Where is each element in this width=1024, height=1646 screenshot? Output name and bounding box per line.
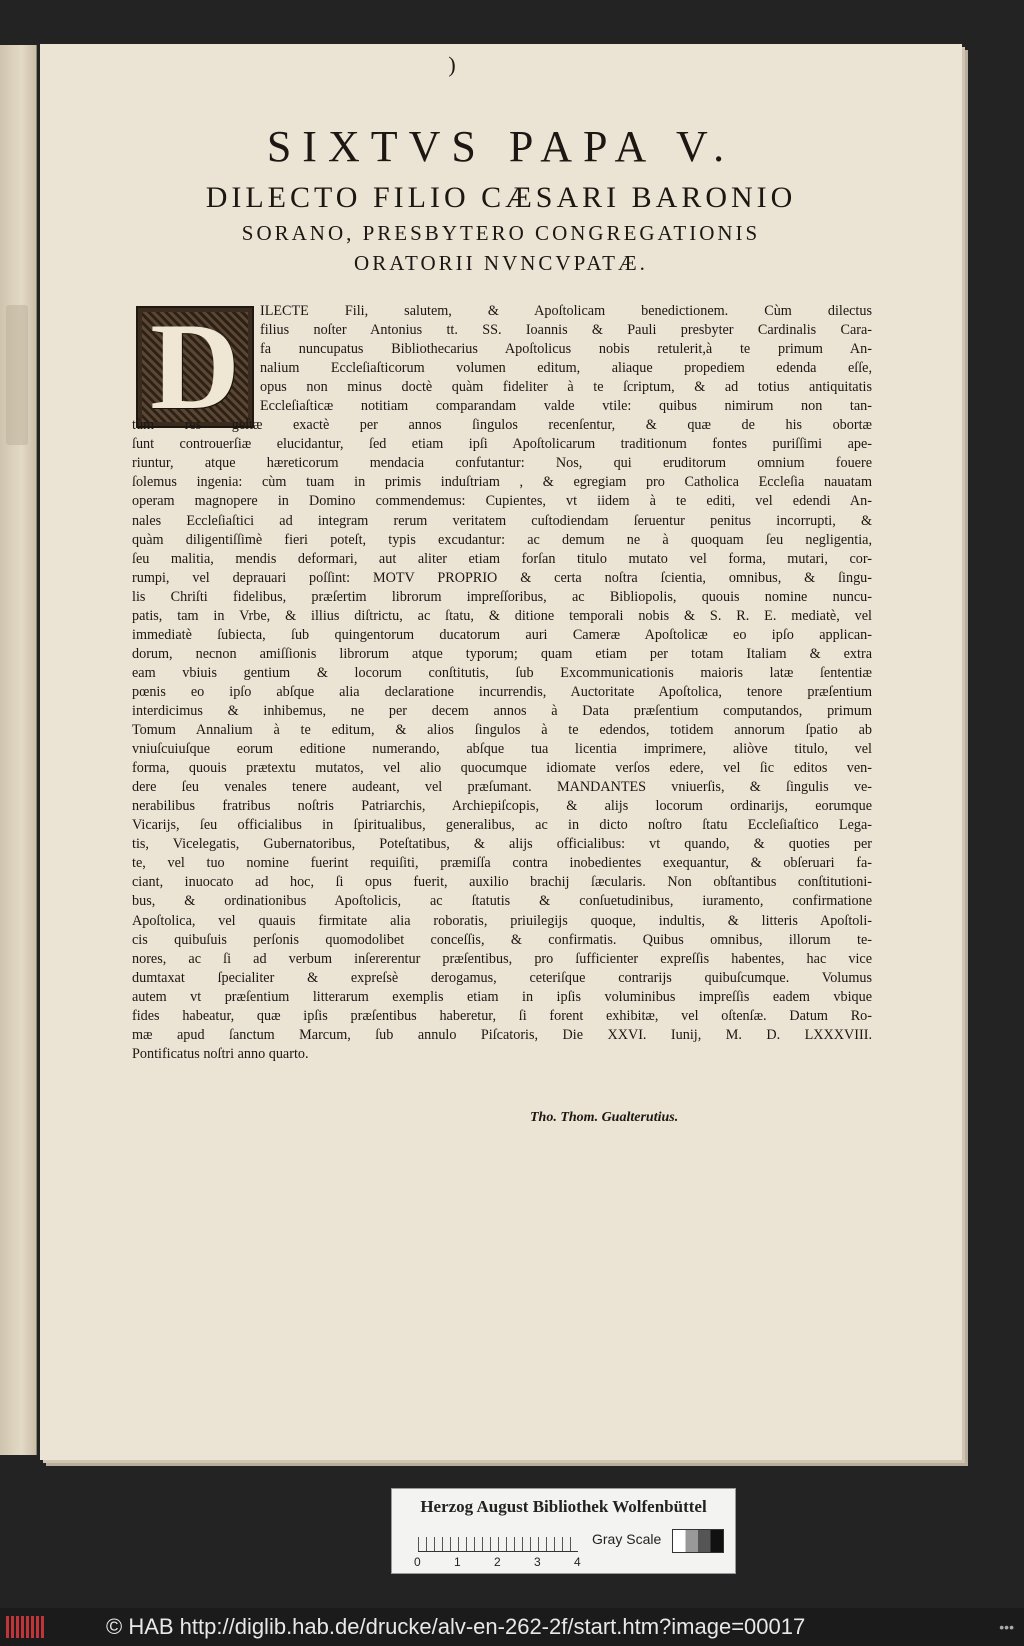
text-line: pœnis eo ipſo abſque alia declaratione incurrendis, Auctoritate Apoſtolica, tenore præſentium <box>132 683 872 700</box>
text-line: ſunt controuerſiæ elucidantur, ſed etiam ipſi Apoſtolicarum traditionum fontes puriſſimi ape- <box>132 436 872 453</box>
library-name: Herzog August Bibliothek Wolfenbüttel <box>420 1497 707 1516</box>
ruler-numbers <box>414 1555 614 1569</box>
more-icon[interactable]: ••• <box>999 1619 1014 1635</box>
text-line: fa nuncupatus Bibliothecarius Apoſtolicus nobis retulerit,à te primum An- <box>260 341 872 358</box>
footer-bar <box>0 1608 1024 1646</box>
facing-page-edge <box>0 45 37 1455</box>
text-line: nalium Eccleſiaſticorum volumen editum, aliaque propediem edenda eſſe, <box>260 360 872 377</box>
text-line: cis quibuſuis perſonis quomodolibet conceſſis, & confirmatis. Quibus omnibus, illorum te- <box>132 931 872 948</box>
text-line: Vicarijs, ſeu officialibus in ſpiritualibus, generalibus, ac in dicto noſtro ſtatu Eccleſiaſtico Lega- <box>132 817 872 834</box>
ruler-number: 2 <box>494 1555 501 1569</box>
text-line: vniuſcuiuſque eorum editione numerando, abſque tua licentia imprimere, aliòve titulo, vel <box>132 741 872 758</box>
ruler-scale <box>418 1529 578 1552</box>
title-line-3: SORANO, PRESBYTERO CONGREGATIONIS <box>241 221 761 245</box>
text-line: patis, tam in Vrbe, & illius diſtrictu, ac ſtatu, & ditione temporali nobis & S. R. E. mediatè, vel <box>132 607 872 624</box>
text-line: quàm diligentiſſimè fieri poteſt, typis excudantur: ac demum ne à quoquam ſeu negligentia, <box>132 531 872 548</box>
signature: Tho. Thom. Gualterutius. <box>530 1110 679 1125</box>
page-mark: ) <box>448 52 456 77</box>
text-line: Apoſtolica, vel quauis firmitate alia roboratis, priuilegijs quoque, indultis, & litteris Apoſtoli- <box>132 912 872 929</box>
text-line: nores, ac ſi ad verbum inſererentur præſentibus, pro ſufficienter expreſſis habentes, hac vice <box>132 950 872 967</box>
text-line: dere ſeu venales tenere audeant, vel præſumant. MANDANTES vniuerſis, & ſingulis ve- <box>132 779 872 796</box>
text-line: riuntur, atque hæreticorum mendacia confutantur: Nos, qui eruditorum omnium fouere <box>132 455 872 472</box>
text-line: autem vt præſentium litterarum exemplis etiam in ipſis voluminibus impreſſis eadem vbique <box>132 988 872 1005</box>
text-line: dorum, necnon amiſſionis librorum atque typorum; quam etiam per totam Italiam & extra <box>132 645 872 662</box>
text-line: interdicimus & inhibemus, ne per decem annos à Data præſentium computandos, primum <box>132 702 872 719</box>
text-line: tis, Vicelegatis, Gubernatoribus, Poteſtatibus, & alijs officialibus: vt quando, & quoties per <box>132 836 872 853</box>
color-calibration-bar <box>391 1488 736 1574</box>
text-line: ciant, inuocato ad hoc, ſi opus fuerit, auxilio brachij ſæcularis. Non obſtantibus conſtitutioni- <box>132 874 872 891</box>
gray-scale-swatch <box>672 1529 724 1553</box>
source-url-credit[interactable]: © HAB http://diglib.hab.de/drucke/alv-en-262-2f/start.htm?image=00017 <box>106 1614 806 1639</box>
title-line-1: SIXTVS PAPA V. <box>266 122 736 171</box>
text-line: ſolemus ingenia: cùm tuam in primis induſtriam , & egregiam pro Catholica Eccleſia nauatam <box>132 474 872 491</box>
text-line: Pontificatus noſtri anno quarto. <box>132 1045 309 1062</box>
text-line: Tomum Annalium à te editum, & alios ſingulos à te edendos, totidem annorum ſpatio ab <box>132 722 872 739</box>
text-line: tùm res geſtæ exactè per annos ſingulos recenſentur, & quæ de his obortæ <box>132 417 872 434</box>
initial-letter: D <box>150 306 240 428</box>
title-line-2: DILECTO FILIO CÆSARI BARONIO <box>205 181 797 214</box>
text-line: lis Chriſti fidelibus, præſertim librorum impreſſoribus, ac Bibliopolis, quouis nomine nuncu- <box>132 588 872 605</box>
text-line: nales Eccleſiaſtici ad integram rerum veritatem cuſtodiendam ſeruentur penitus incorrupti, & <box>132 512 872 529</box>
text-line: operam magnopere in Domino commendemus: Cupientes, vt iidem à te editi, vel edendi An- <box>132 493 872 510</box>
ruler-number: 3 <box>534 1555 541 1569</box>
text-line: nerabilibus fratribus noſtris Patriarchis, Archiepiſcopis, & alijs locorum ordinarijs, eorumque <box>132 798 872 815</box>
text-line: Eccleſiaſticæ notitiam comparandam valde vtile: quibus nimirum non tan- <box>260 398 872 415</box>
text-line: immediatè ſubiecta, ſub quingentorum ducatorum auri Cameræ Apoſtolicæ eo ipſo applican- <box>132 626 872 643</box>
ruler-number: 1 <box>454 1555 461 1569</box>
title-block <box>40 122 962 278</box>
letter-body <box>132 302 872 1064</box>
text-line: filius noſter Antonius tt. SS. Ioannis & Pauli presbyter Cardinalis Cara- <box>260 322 872 339</box>
title-line-4: ORATORII NVNCVPATÆ. <box>354 251 648 275</box>
text-line: opus non minus doctè quàm fideliter à te ſcriptum, & ad totius antiquitatis <box>260 379 872 396</box>
text-line: eam vbiuis gentium & locorum conſtitutis, ſub Excommunicationis maioris latæ ſententiæ <box>132 664 872 681</box>
ruler-number: 4 <box>574 1555 581 1569</box>
page-edge-shadow <box>6 305 28 445</box>
document-page <box>40 44 962 1460</box>
text-line: ſeu malitia, mendis deformari, aut aliter etiam forſan titulo mutato vel forma, mutari, cor- <box>132 550 872 567</box>
ruler-number: 0 <box>414 1555 421 1569</box>
text-line: rumpi, vel deprauari poſſint: MOTV PROPRIO & certa noſtra ſcientia, omnibus, & ſingu- <box>132 569 872 586</box>
hab-logo-icon <box>6 1616 46 1638</box>
text-line: dumtaxat ſpecialiter & expreſsè derogamus, ceteriſque contrarijs quibuſcumque. Volumus <box>132 969 872 986</box>
text-line: ILECTE Fili, salutem, & Apoſtolicam benedictionem. Cùm dilectus <box>260 303 872 319</box>
text-line: fides habeatur, quæ ipſis præſentibus haberetur, ſi forent exhibitæ, vel oſtenſæ. Datum Ro- <box>132 1007 872 1024</box>
gray-scale-label: Gray Scale <box>592 1531 662 1547</box>
text-line: mæ apud ſanctum Marcum, ſub annulo Piſcatoris, Die XXVI. Iunij, M. D. LXXXVIII. <box>132 1026 872 1043</box>
text-line: forma, quouis prætextu mutatos, vel alio quocumque idiomate verſos edere, vel ſic editos ven- <box>132 760 872 777</box>
text-line: te, vel tuo nomine fuerint requiſiti, præmiſſa contra inobedientes exequantur, & obſeruari fa- <box>132 855 872 872</box>
text-line: bus, & ordinationibus Apoſtolicis, ac ſtatutis & conſuetudinibus, iuramento, confirmatione <box>132 893 872 910</box>
